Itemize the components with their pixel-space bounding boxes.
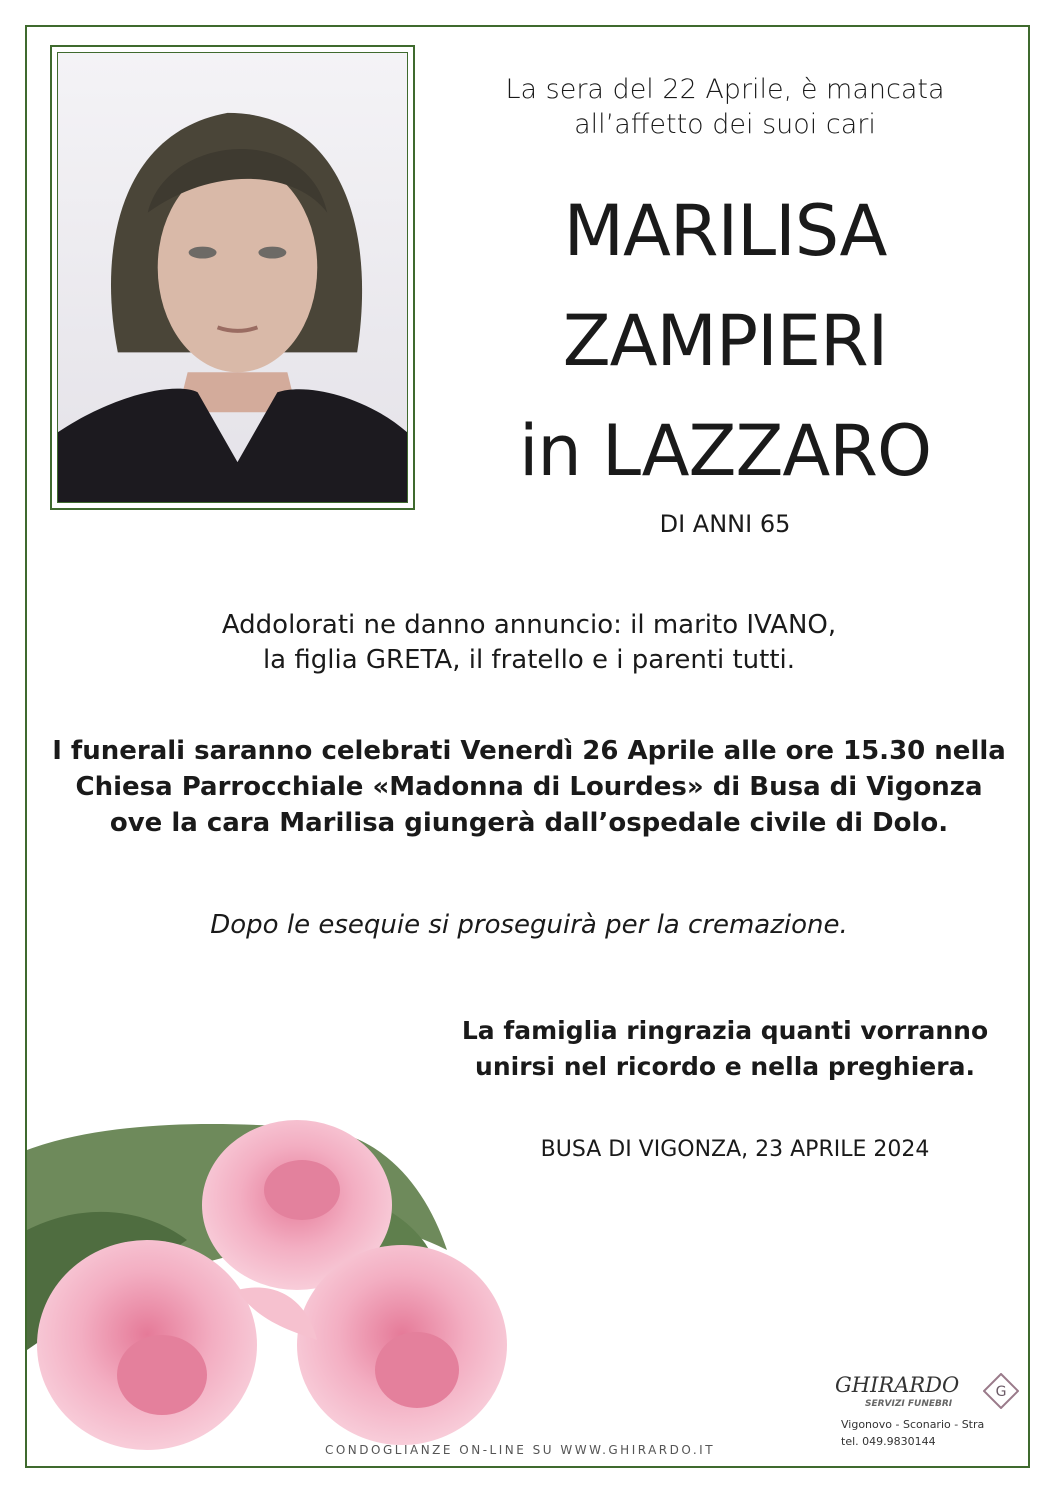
funeral-home-logo [835,1373,1025,1463]
funeral-line-3: ove la cara Marilisa giungerà dall’ospedale civile di Dolo. [109,808,949,838]
first-name: MARILISA [563,190,887,272]
portrait-photo [57,52,408,503]
logo-phone: tel. 049.9830144 [841,1435,936,1448]
announcement-line-1: Addolorati ne danno annuncio: il marito IVANO, [221,610,837,640]
thanks-line-1: La famiglia ringrazia quanti vorranno [461,1016,989,1045]
married-name: in LAZZARO [518,410,932,492]
funeral-line-2: Chiesa Parrocchiale «Madonna di Lourdes» di Busa di Vigonza [75,772,983,802]
announcement-line-2: la figlia GRETA, il fratello e i parenti tutti. [262,645,796,675]
condolences-footer: CONDOGLIANZE ON-LINE SU WWW.GHIRARDO.IT [324,1443,716,1457]
intro-line-2: all’affetto dei suoi cari [574,109,876,140]
portrait-frame [50,45,415,510]
roses-image [27,1110,557,1465]
age: DI ANNI 65 [659,510,791,538]
logo-places: Vigonovo - Sconario - Stra [841,1418,985,1431]
cremation-note: Dopo le esequie si proseguirà per la cremazione. [210,910,848,940]
diamond-logo-icon [983,1373,1019,1409]
funeral-details [50,733,1008,841]
intro-text [455,72,995,142]
place-date: BUSA DI VIGONZA, 23 APRILE 2024 [540,1137,930,1162]
announcement [100,608,958,678]
logo-name: GHIRARDO [835,1373,960,1397]
logo-mark-letter: G [995,1384,1007,1400]
last-name: ZAMPIERI [562,300,888,382]
intro-line-1: La sera del 22 Aprile, è mancata [505,74,945,105]
funeral-line-1: I funerali saranno celebrati Venerdì 26 Aprile alle ore 15.30 nella [52,736,1006,766]
thanks-text [455,1013,995,1085]
logo-subtitle: SERVIZI FUNEBRI [865,1399,953,1409]
thanks-line-2: unirsi nel ricordo e nella preghiera. [475,1052,975,1081]
